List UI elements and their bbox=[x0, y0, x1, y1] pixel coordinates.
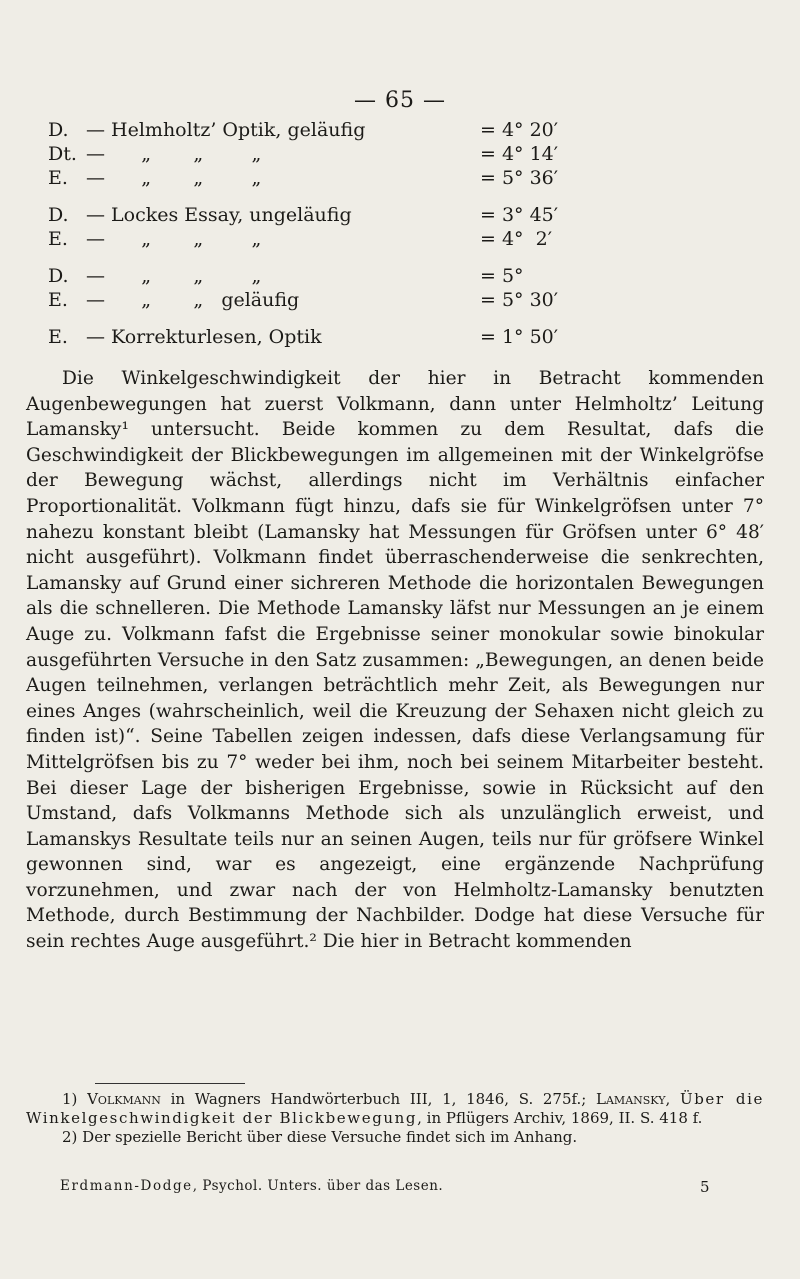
measurement-description: — Helmholtz’ Optik, geläufig bbox=[86, 119, 366, 141]
footnote-2-number: 2) bbox=[62, 1128, 78, 1146]
footnote-1-author2: Lamansky bbox=[596, 1090, 666, 1108]
measurement-subject: D. bbox=[48, 265, 69, 287]
footnote-1-text-c: , in Pflügers Archiv, 1869, II. S. 418 f. bbox=[417, 1109, 703, 1127]
footnote-1-text-a: in Wagners Handwörterbuch III, 1, 1846, S. 275f.; bbox=[160, 1090, 597, 1108]
measurement-subject: D. bbox=[48, 119, 69, 141]
footnote-2-text: Der spezielle Bericht über diese Versuche findet sich im Anhang. bbox=[77, 1128, 578, 1146]
footnotes bbox=[26, 1090, 764, 1147]
page-number: — 65 — bbox=[354, 88, 446, 113]
footnote-1-number: 1) bbox=[62, 1090, 78, 1108]
measurement-row bbox=[48, 166, 768, 190]
footnote-1-text-b: , bbox=[665, 1090, 680, 1108]
measurement-subject: E. bbox=[48, 326, 68, 348]
footnote-1-author: Volkmann bbox=[87, 1090, 161, 1108]
measurement-description: — „ „ „ bbox=[86, 265, 262, 287]
measurement-description: — Korrekturlesen, Optik bbox=[86, 326, 322, 348]
measurement-table bbox=[48, 118, 768, 349]
footnote-1 bbox=[26, 1090, 764, 1128]
measurement-subject: E. bbox=[48, 289, 68, 311]
main-text bbox=[26, 366, 764, 955]
footnote-2 bbox=[26, 1128, 764, 1147]
printer-signature bbox=[60, 1178, 710, 1194]
measurement-row bbox=[48, 288, 768, 312]
measurement-value: = 5° 36′ bbox=[480, 167, 559, 189]
measurement-row bbox=[48, 325, 768, 349]
footnote-separator bbox=[95, 1083, 245, 1084]
measurement-row bbox=[48, 203, 768, 227]
measurement-description: — Lockes Essay, ungeläufig bbox=[86, 204, 352, 226]
measurement-subject: D. bbox=[48, 204, 69, 226]
measurement-value: = 4° 14′ bbox=[480, 143, 559, 165]
footnote-1-title: Über die Winkelgeschwindigkeit der Blickbewegung bbox=[26, 1090, 764, 1127]
measurement-subject: E. bbox=[48, 167, 68, 189]
measurement-value: = 3° 45′ bbox=[480, 204, 559, 226]
signature-authors: Erdmann-Dodge bbox=[60, 1178, 193, 1194]
signature-title: , Psychol. Unters. über das Lesen. bbox=[192, 1178, 444, 1194]
measurement-subject: Dt. bbox=[48, 143, 77, 165]
measurement-value: = 5° bbox=[480, 265, 524, 287]
measurement-description: — „ „ „ bbox=[86, 143, 262, 165]
measurement-value: = 4° 2′ bbox=[480, 228, 553, 250]
signature-number: 5 bbox=[699, 1178, 710, 1196]
measurement-row bbox=[48, 264, 768, 288]
measurement-row bbox=[48, 118, 768, 142]
measurement-description: — „ „ „ bbox=[86, 228, 262, 250]
measurement-value: = 1° 50′ bbox=[480, 326, 559, 348]
measurement-description: — „ „ „ bbox=[86, 167, 262, 189]
measurement-row bbox=[48, 142, 768, 166]
measurement-value: = 4° 20′ bbox=[480, 119, 559, 141]
measurement-subject: E. bbox=[48, 228, 68, 250]
measurement-value: = 5° 30′ bbox=[480, 289, 559, 311]
body-paragraph: Die Winkelgeschwindigkeit der hier in Betracht kommenden Augenbewegungen hat zuerst Volkmann, dann unter Helmholtz’ Leitung Lamansky¹ untersucht. Beide kommen zu dem Resultat, dafs die Geschwindigkeit der Blickbewegungen im allgemeinen mit der Winkelgröfse der Bewegung wächst, allerdings nicht im Verhältnis einfacher Proportionalität. Volkmann fügt hinzu, dafs sie für Winkelgröfsen unter 7° nahezu konstant bleibt (Lamansky hat Messungen für Gröfsen unter 6° 48′ nicht ausgeführt). Volkmann findet überraschenderweise die senkrechten, Lamansky auf Grund einer sichreren Methode die horizontalen Bewegungen als die schnelleren. Die Methode Lamansky läfst nur Messungen an je einem Auge zu. Volkmann fafst die Ergebnisse seiner monokular sowie binokular ausgeführten Versuche in den Satz zusammen: „Bewegungen, an denen beide Augen teilnehmen, verlangen beträchtlich mehr Zeit, als Bewegungen nur eines Anges (wahrscheinlich, weil die Kreuzung der Sehaxen nicht gleich zu finden ist)“. Seine Tabellen zeigen indessen, dafs diese Verlangsamung für Mittelgröfsen bis zu 7° weder bei ihm, noch bei seinem Mitarbeiter besteht. Bei dieser Lage der bisherigen Ergebnisse, sowie in Rücksicht auf den Umstand, dafs Volkmanns Methode sich als unzulänglich erweist, und Lamanskys Resultate teils nur an seinen Augen, teils nur für gröfsere Winkel gewonnen sind, war es angezeigt, eine ergänzende Nachprüfung vorzunehmen, und zwar nach der von Helmholtz-Lamansky benutzten Methode, durch Bestimmung der Nachbilder. Dodge hat diese Versuche für sein rechtes Auge ausgeführt.² Die hier in Betracht kommenden bbox=[26, 368, 764, 953]
measurement-row bbox=[48, 227, 768, 251]
measurement-description: — „ „ geläufig bbox=[86, 289, 300, 311]
